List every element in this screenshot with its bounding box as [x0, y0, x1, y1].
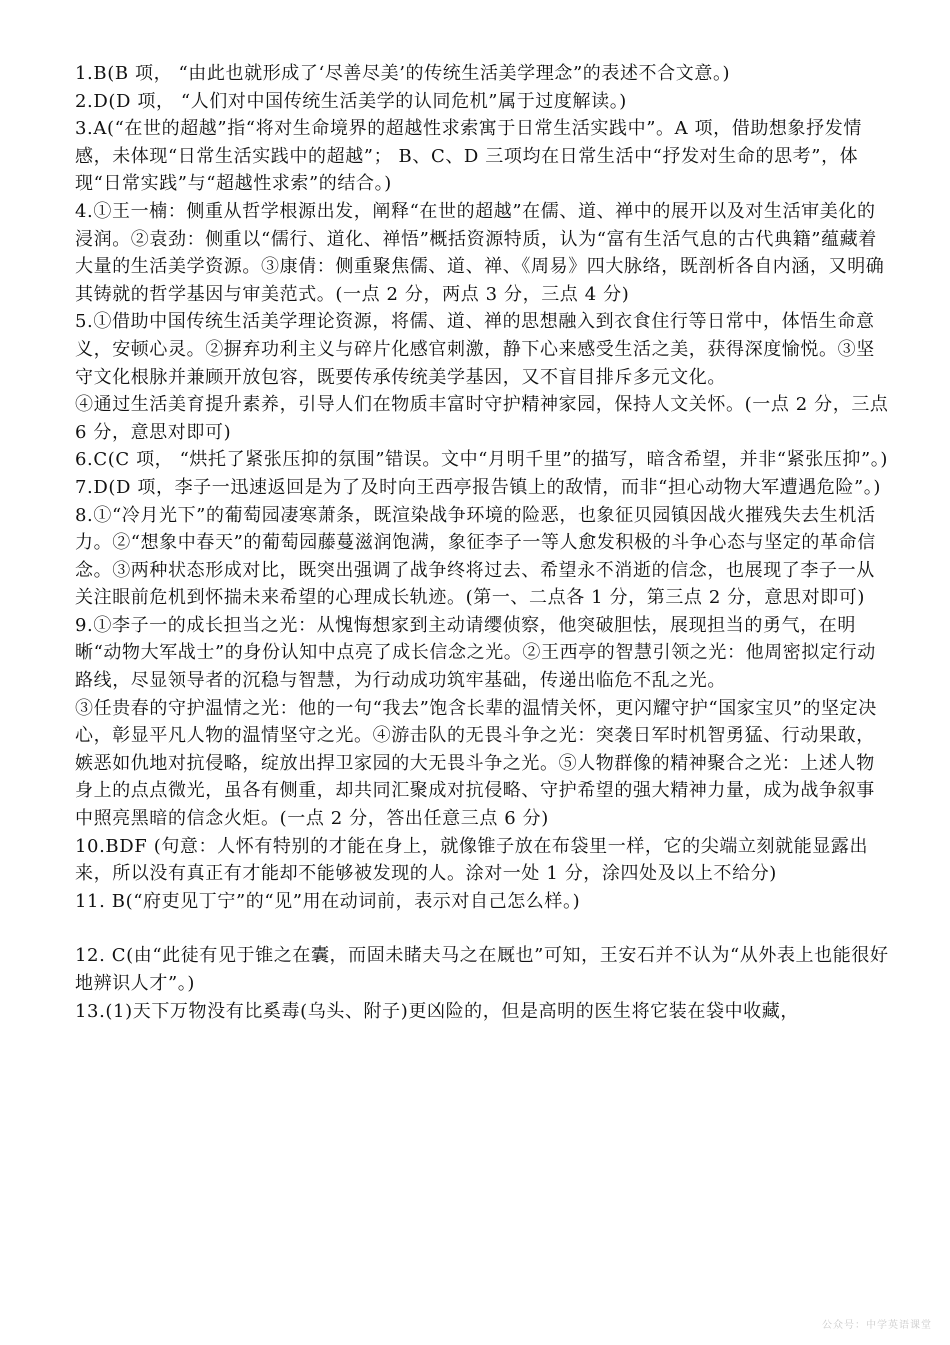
- answer-13: 13.(1)天下万物没有比奚毒(乌头、附子)更凶险的，但是高明的医生将它装在袋中收藏，: [75, 1000, 799, 1022]
- answer-10: 10.BDF (句意：人怀有特别的才能在身上，就像锥子放在布袋里一样，它的尖端立刻就能显露出来，所以没有真正有才能却不能够被发现的人。涂对一处 1 分，涂四处及以上不给分): [75, 835, 869, 885]
- answer-6: 6.C(C 项， “烘托了紧张压抑的氛围”错误。文中“月明千里”的描写，暗含希望，并非“紧张压抑”。): [75, 449, 889, 471]
- answer-list: [75, 60, 895, 1025]
- blank-line: [75, 915, 890, 942]
- answer-3: 3.A(“在世的超越”指“将对生命境界的超越性求索寓于日常生活实践中”。A 项，借助想象抒发情感，未体现“日常生活实践中的超越”； B、C、D 三项均在日常生活中“抒发对生命的思考”，体现“日常实践”与“超越性求索”的结合。): [75, 118, 862, 195]
- answer-4: 4.①王一楠：侧重从哲学根源出发，阐释“在世的超越”在儒、道、禅中的展开以及对生活审美化的浸润。②袁劲：侧重以“儒行、道化、禅悟”概括资源特质，认为“富有生活气息的古代典籍”蕴藏着大量的生活美学资源。③康倩：侧重聚焦儒、道、禅、《周易》四大脉络，既剖析各自内涵，又明确其铸就的哲学基因与审美范式。(一点 2 分，两点 3 分，三点 4 分): [75, 200, 885, 305]
- answer-7: 7.D(D 项，李子一迅速返回是为了及时向王西亭报告镇上的敌情，而非“担心动物大军遭遇危险”。): [75, 476, 882, 498]
- answer-12: 12. C(由“此徒有见于锥之在囊，而固未睹夫马之在厩也”可知，王安石并不认为“从外表上也能很好地辨识人才”。): [75, 945, 889, 994]
- answer-2: 2.D(D 项， “人们对中国传统生活美学的认同危机”属于过度解读。): [75, 90, 627, 112]
- answer-5-continued: ④通过生活美育提升素养，引导人们在物质丰富时守护精神家园，保持人文关怀。(一点 2 分，三点 6 分，意思对即可): [75, 394, 895, 443]
- answer-9-continued: ③任贵春的守护温情之光：他的一句“我去”饱含长辈的温情关怀，更闪耀守护“国家宝贝”的坚定决心，彰显平凡人物的温情坚守之光。④游击队的无畏斗争之光：突袭日军时机智勇猛、行动果敢，嫉恶如仇地对抗侵略，绽放出捍卫家园的大无畏斗争之光。⑤人物群像的精神聚合之光：上述人物身上的点点微光，虽各有侧重，却共同汇聚成对抗侵略、守护希望的强大精神力量，成为战争叙事中照亮黑暗的信念火炬。(一点 2 分，答出任意三点 6 分): [75, 697, 877, 830]
- watermark-text: 公众号：中学英语课堂: [822, 1320, 932, 1331]
- answer-8: 8.①“冷月光下”的葡萄园凄寒萧条，既渲染战争环境的险恶，也象征贝园镇因战火摧残失去生机活力。②“想象中春天”的葡萄园藤蔓滋润饱满，象征李子一等人愈发积极的斗争心态与坚定的革命信念。③两种状态形成对比，既突出强调了战争终将过去、希望永不消逝的信念，也展现了李子一从关注眼前危机到怀揣未来希望的心理成长轨迹。(第一、二点各 1 分，第三点 2 分，意思对即可): [75, 504, 876, 609]
- answer-1: 1.B(B 项， “由此也就形成了‘尽善尽美’的传统生活美学理念”的表述不合文意。): [75, 63, 731, 84]
- answer-5: 5.①借助中国传统生活美学理论资源，将儒、道、禅的思想融入到衣食住行等日常中，体悟生命意义，安顿心灵。②摒弃功利主义与碎片化感官刺激，静下心来感受生活之美，获得深度愉悦。③坚守文化根脉并兼顾开放包容，既要传承传统美学基因，又不盲目排斥多元文化。: [75, 311, 875, 388]
- answer-11: 11. B(“府吏见丁宁”的“见”用在动词前，表示对自己怎么样。): [75, 890, 581, 912]
- answer-9: 9.①李子一的成长担当之光：从愧悔想家到主动请缨侦察，他突破胆怯，展现担当的勇气，在明晰“动物大军战士”的身份认知中点亮了成长信念之光。②王西亭的智慧引领之光：他周密拟定行动路线，尽显领导者的沉稳与智慧，为行动成功筑牢基础，传递出临危不乱之光。: [75, 614, 876, 692]
